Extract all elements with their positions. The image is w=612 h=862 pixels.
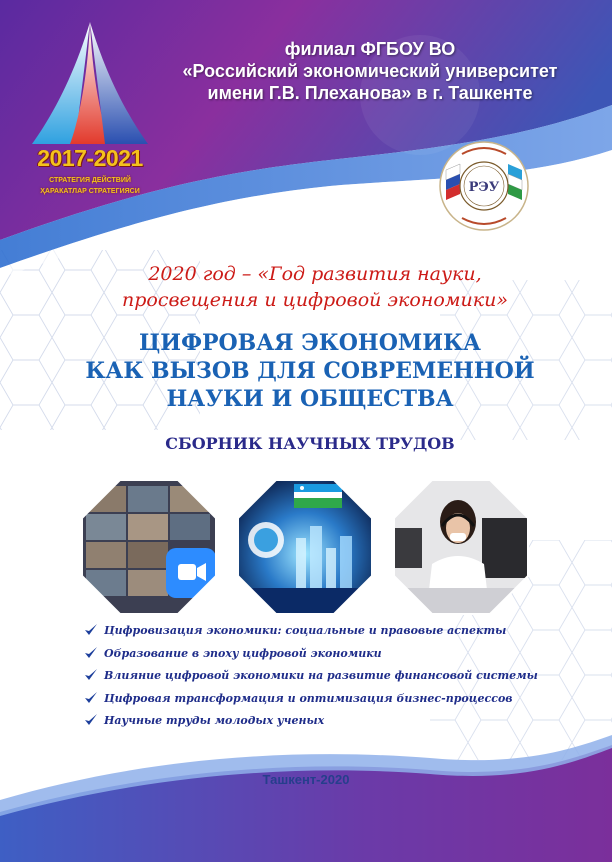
topic-text: Цифровая трансформация и оптимизация бизнес-процессов — [104, 691, 513, 705]
header-line-2: «Российский экономический университет — [182, 61, 558, 81]
year-motto-line-1: 2020 год – «Год развития науки, — [148, 263, 482, 285]
list-item — [84, 643, 564, 666]
list-item — [84, 620, 564, 643]
list-item — [84, 688, 564, 711]
institution-header — [150, 38, 590, 104]
checkmark-icon — [84, 668, 98, 682]
list-item — [84, 710, 564, 733]
collection-subtitle: СБОРНИК НАУЧНЫХ ТРУДОВ — [165, 434, 455, 453]
strategy-logo — [30, 22, 150, 212]
list-item — [84, 665, 564, 688]
topic-text: Научные труды молодых ученых — [104, 714, 325, 727]
logo-subtitle-line-1: СТРАТЕГИЯ ДЕЙСТВИЙ — [49, 177, 131, 184]
topic-text: Цифровизация экономики: социальные и правовые аспекты — [104, 624, 507, 637]
checkmark-icon — [84, 691, 98, 705]
header-line-3: имени Г.В. Плеханова» в г. Ташкенте — [207, 83, 533, 103]
photo-student-headset — [392, 478, 530, 616]
checkmark-icon — [84, 646, 98, 660]
checkmark-icon — [84, 623, 98, 637]
university-emblem — [438, 140, 530, 232]
logo-years: 2017-2021 — [37, 145, 143, 171]
strategy-logo-graphic — [30, 22, 150, 152]
header-line-1: филиал ФГБОУ ВО — [284, 39, 456, 59]
logo-subtitle-line-2: ҲАРАКАТЛАР СТРАТЕГИЯСИ — [40, 188, 140, 195]
title-line-3: НАУКИ И ОБЩЕСТВА — [166, 386, 454, 412]
topic-text: Влияние цифровой экономики на развитие финансовой системы — [104, 669, 538, 682]
emblem-monogram: РЭУ — [468, 180, 500, 195]
year-motto-line-2: просвещения и цифровой экономики» — [121, 289, 508, 311]
title-line-1: ЦИФРОВАЯ ЭКОНОМИКА — [139, 330, 481, 356]
city-year: Ташкент-2020 — [262, 772, 350, 787]
university-emblem-graphic — [438, 140, 530, 232]
checkmark-icon — [84, 713, 98, 727]
topics-list — [84, 620, 564, 733]
title-line-2: КАК ВЫЗОВ ДЛЯ СОВРЕМЕННОЙ — [85, 358, 535, 384]
photo-digital-technology — [236, 478, 374, 616]
topic-text: Образование в эпоху цифровой экономики — [104, 646, 382, 660]
photo-video-conference — [80, 478, 218, 616]
